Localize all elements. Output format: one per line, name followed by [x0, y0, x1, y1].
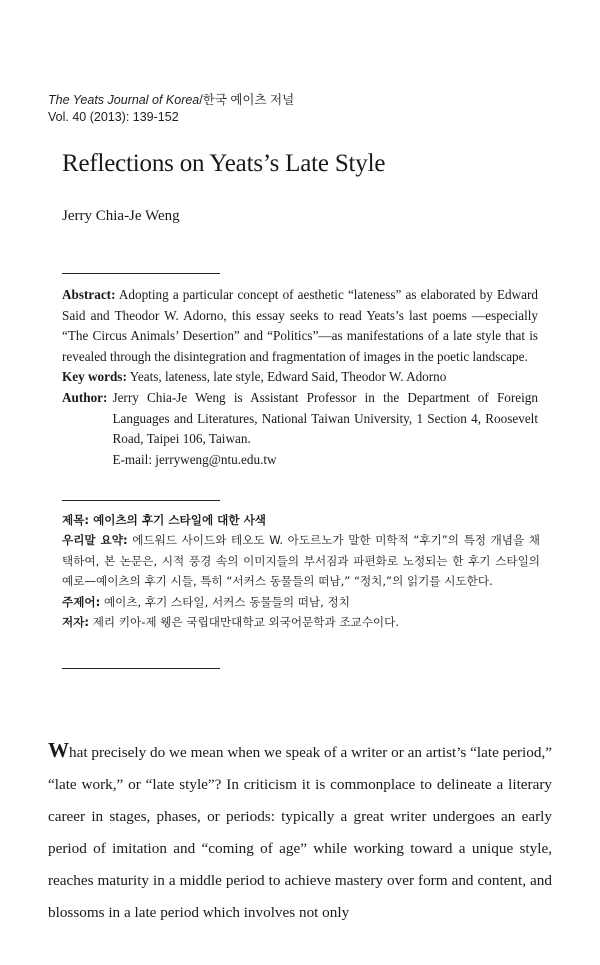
body-paragraph [48, 734, 552, 929]
korean-keywords-paragraph [62, 592, 540, 612]
korean-abstract-label: 우리말 요약: [62, 533, 128, 548]
keywords-label: Key words: [62, 369, 127, 385]
divider-rule [62, 500, 220, 501]
abstract-text: Adopting a particular concept of aesthetic “lateness” as elaborated by Edward Said and Theodor W. Adorno, this essay seeks to read Yeats’s last poems —especially “The Circus Animals’ Desertion” and “Politics”—as manifestations of a late style that is revealed through the disintegration and fragmentation of images in the poetic landscape. [62, 287, 538, 364]
article-author: Jerry Chia-Je Weng [62, 208, 180, 224]
korean-abstract-paragraph [62, 530, 540, 591]
abstract-paragraph [62, 285, 538, 367]
divider-rule [62, 273, 220, 274]
korean-abstract-text: 에드워드 사이드와 테오도 W. 아도르노가 말한 미학적 “후기”의 특정 개념을 채택하여, 본 논문은, 시적 풍경 속의 이미지들의 부서짐과 파편화로 노정되는 한 후기 스타일의 예로—예이츠의 후기 시들, 특히 “서커스 동물들의 떠남,” “정치,”의 읽기를 시도한다. [62, 533, 541, 589]
journal-name-korean: /한국 예이츠 저널 [199, 93, 295, 107]
author-info-label: Author: [62, 389, 108, 405]
journal-volume: Vol. 40 (2013): 139-152 [48, 110, 179, 124]
keywords-text: Yeats, lateness, late style, Edward Said, Theodor W. Adorno [129, 369, 447, 385]
korean-author-paragraph [62, 612, 540, 632]
journal-title-line [48, 92, 294, 109]
body-text: hat precisely do we mean when we speak of a writer or an artist’s “late period,” “late work,” or “late style”? In criticism it is commonplace to delineate a literary career in stages, phases, or periods: typically a great writer undergoes an early period of imitation and “coming of age” while working toward a unique style, reaches maturity in a middle period to achieve mastery over form and content, and blossoms in a late period which involves not only [48, 744, 552, 921]
divider-rule [62, 668, 220, 669]
author-email: E-mail: jerryweng@ntu.edu.tw [112, 451, 277, 467]
korean-keywords-text: 예이츠, 후기 스타일, 서커스 동물들의 떠남, 정치 [103, 594, 350, 609]
journal-name: The Yeats Journal of Korea [48, 93, 200, 107]
author-info-row [62, 388, 538, 470]
drop-cap: W [48, 738, 69, 762]
korean-keywords-label: 주제어: [62, 594, 101, 609]
author-info-body [112, 388, 538, 470]
abstract-label: Abstract: [62, 287, 116, 302]
author-info-text: Jerry Chia-Je Weng is Assistant Professor in the Department of Foreign Languages and Literatures, National Taiwan University, 1 Section 4, Roosevelt Road, Taipei 106, Taiwan. [112, 389, 538, 447]
korean-author-text: 제리 키아-제 웽은 국립대만대학교 외국어문학과 조교수이다. [92, 615, 400, 630]
korean-abstract-block [62, 510, 540, 632]
journal-header [48, 92, 294, 126]
article-title: Reflections on Yeats’s Late Style [62, 150, 386, 177]
korean-author-label: 저자: [62, 615, 90, 630]
english-abstract-block [62, 285, 538, 470]
korean-title: 제목: 예이츠의 후기 스타일에 대한 사색 [62, 513, 267, 527]
keywords-paragraph [62, 367, 538, 388]
